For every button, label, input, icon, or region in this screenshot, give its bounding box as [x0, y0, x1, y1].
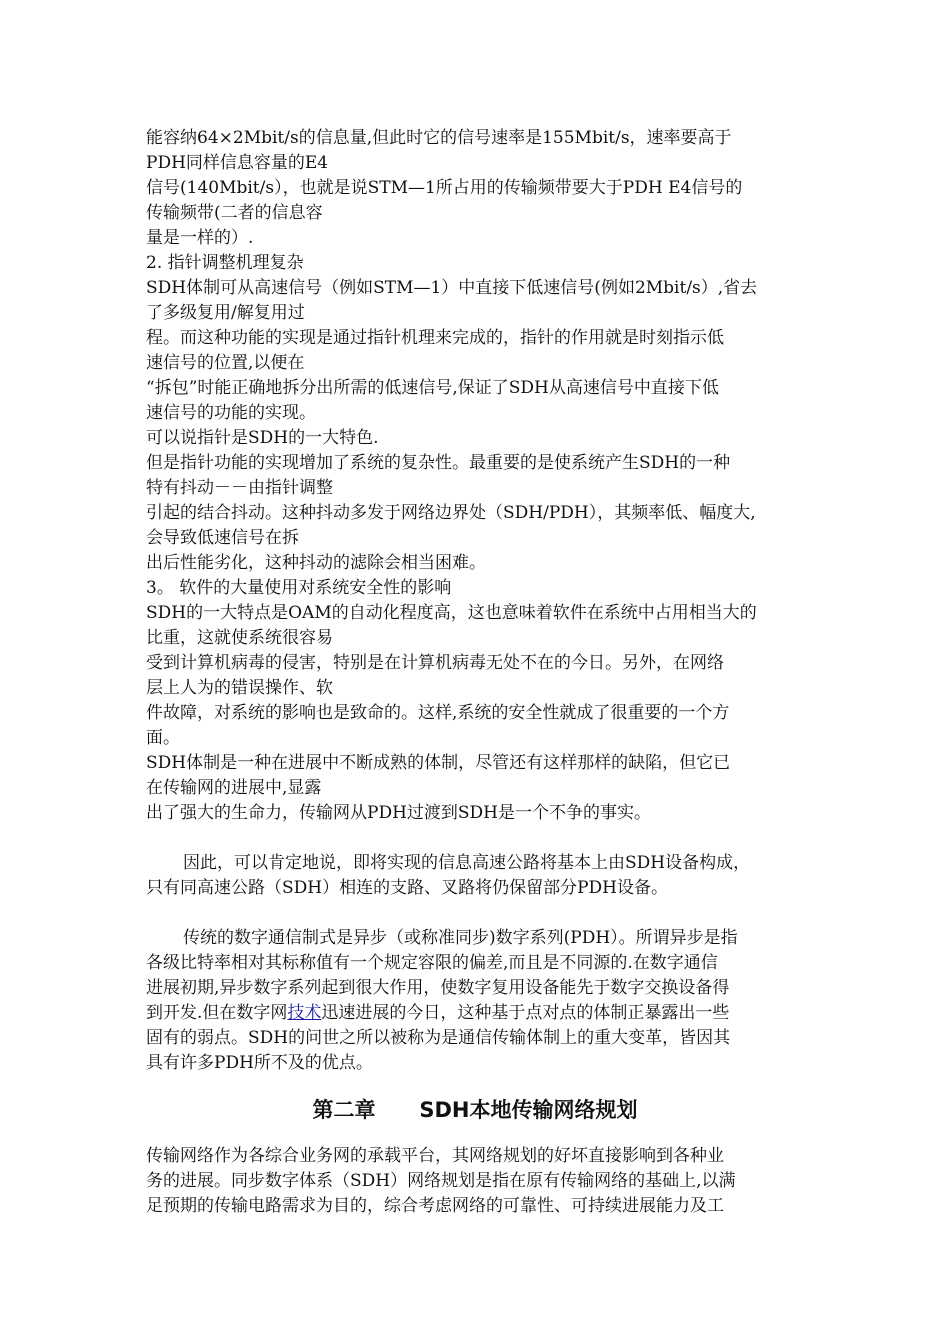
paragraph-line: 传输网络作为各综合业务网的承载平台，其网络规划的好坏直接影响到各种业	[146, 1146, 724, 1166]
text-line: PDH同样信息容量的E4	[146, 153, 329, 173]
text-line: 层上人为的错误操作、软	[146, 678, 333, 698]
paragraph-line: 足预期的传输电路需求为目的，综合考虑网络的可靠性、可持续进展能力及工	[146, 1196, 724, 1216]
chapter-heading	[0, 1096, 950, 1124]
text-line: SDH体制可从高速信号（例如STM—1）中直接下低速信号(例如2Mbit/s）,省去	[146, 278, 758, 298]
paragraph-line: 只有同高速公路（SDH）相连的支路、叉路将仍保留部分PDH设备。	[146, 878, 668, 898]
chapter-title: SDH本地传输网络规划	[419, 1098, 638, 1122]
text-line: 出了强大的生命力，传输网从PDH过渡到SDH是一个不争的事实。	[146, 803, 651, 823]
paragraph-line: 各级比特率相对其标称值有一个规定容限的偏差,而且是不同源的.在数字通信	[146, 953, 718, 973]
text-line: 信号(140Mbit/s），也就是说STM—1所占用的传输频带要大于PDH E4信号的	[146, 178, 743, 198]
paragraph-line	[146, 1002, 729, 1024]
text-line: 特有抖动－－由指针调整	[146, 478, 333, 498]
paragraph-line: 传统的数字通信制式是异步（或称准同步)数字系列(PDH）。所谓异步是指	[183, 928, 738, 948]
paragraph-text: 迅速进展的今日，这种基于点对点的体制正暴露出一些	[321, 1003, 730, 1023]
text-line: 速信号的位置,以便在	[146, 353, 305, 373]
paragraph-line: 务的进展。同步数字体系（SDH）网络规划是指在原有传输网络的基础上,以满	[146, 1171, 736, 1191]
section-heading-2: 2. 指针调整机理复杂	[146, 253, 304, 273]
text-line: 件故障，对系统的影响也是致命的。这样,系统的安全性就成了很重要的一个方	[146, 703, 730, 723]
section-heading-3: 3。 软件的大量使用对系统安全性的影响	[146, 578, 452, 598]
text-line: 速信号的功能的实现。	[146, 403, 316, 423]
paragraph-line: 进展初期,异步数字系列起到很大作用，使数字复用设备能先于数字交换设备得	[146, 978, 730, 998]
text-line: 了多级复用/解复用过	[146, 303, 305, 323]
text-line: 传输频带(二者的信息容	[146, 203, 323, 223]
text-line: 出后性能劣化，这种抖动的滤除会相当困难。	[146, 553, 486, 573]
text-line: SDH体制是一种在进展中不断成熟的体制，尽管还有这样那样的缺陷，但它已	[146, 753, 731, 773]
text-line: 可以说指针是SDH的一大特色.	[146, 428, 379, 448]
text-line: 能容纳64×2Mbit/s的信息量,但此时它的信号速率是155Mbit/s，速率要高于	[146, 128, 732, 148]
paragraph-line: 因此，可以肯定地说，即将实现的信息高速公路将基本上由SDH设备构成，	[183, 853, 751, 873]
text-line: SDH的一大特点是OAM的自动化程度高，这也意味着软件在系统中占用相当大的	[146, 603, 757, 623]
chapter-number: 第二章	[312, 1098, 376, 1122]
technology-link[interactable]: 技术	[287, 1003, 322, 1023]
text-line: “拆包”时能正确地拆分出所需的低速信号,保证了SDH从高速信号中直接下低	[146, 378, 719, 398]
text-line: 面。	[146, 728, 180, 748]
text-line: 比重，这就使系统很容易	[146, 628, 333, 648]
text-line: 受到计算机病毒的侵害，特别是在计算机病毒无处不在的今日。另外，在网络	[146, 653, 724, 673]
paragraph-text: 到开发.但在数字网	[146, 1003, 288, 1023]
text-line: 会导致低速信号在拆	[146, 528, 299, 548]
text-line: 量是一样的）.	[146, 228, 254, 248]
text-line: 在传输网的进展中,显露	[146, 778, 322, 798]
text-line: 程。而这种功能的实现是通过指针机理来完成的，指针的作用就是时刻指示低	[146, 328, 724, 348]
text-line: 引起的结合抖动。这种抖动多发于网络边界处（SDH/PDH），其频率低、幅度大,	[146, 503, 756, 523]
paragraph-line: 具有许多PDH所不及的优点。	[146, 1053, 373, 1073]
paragraph-line: 固有的弱点。SDH的问世之所以被称为是通信传输体制上的重大变革，皆因其	[146, 1028, 731, 1048]
text-line: 但是指针功能的实现增加了系统的复杂性。最重要的是使系统产生SDH的一种	[146, 453, 731, 473]
